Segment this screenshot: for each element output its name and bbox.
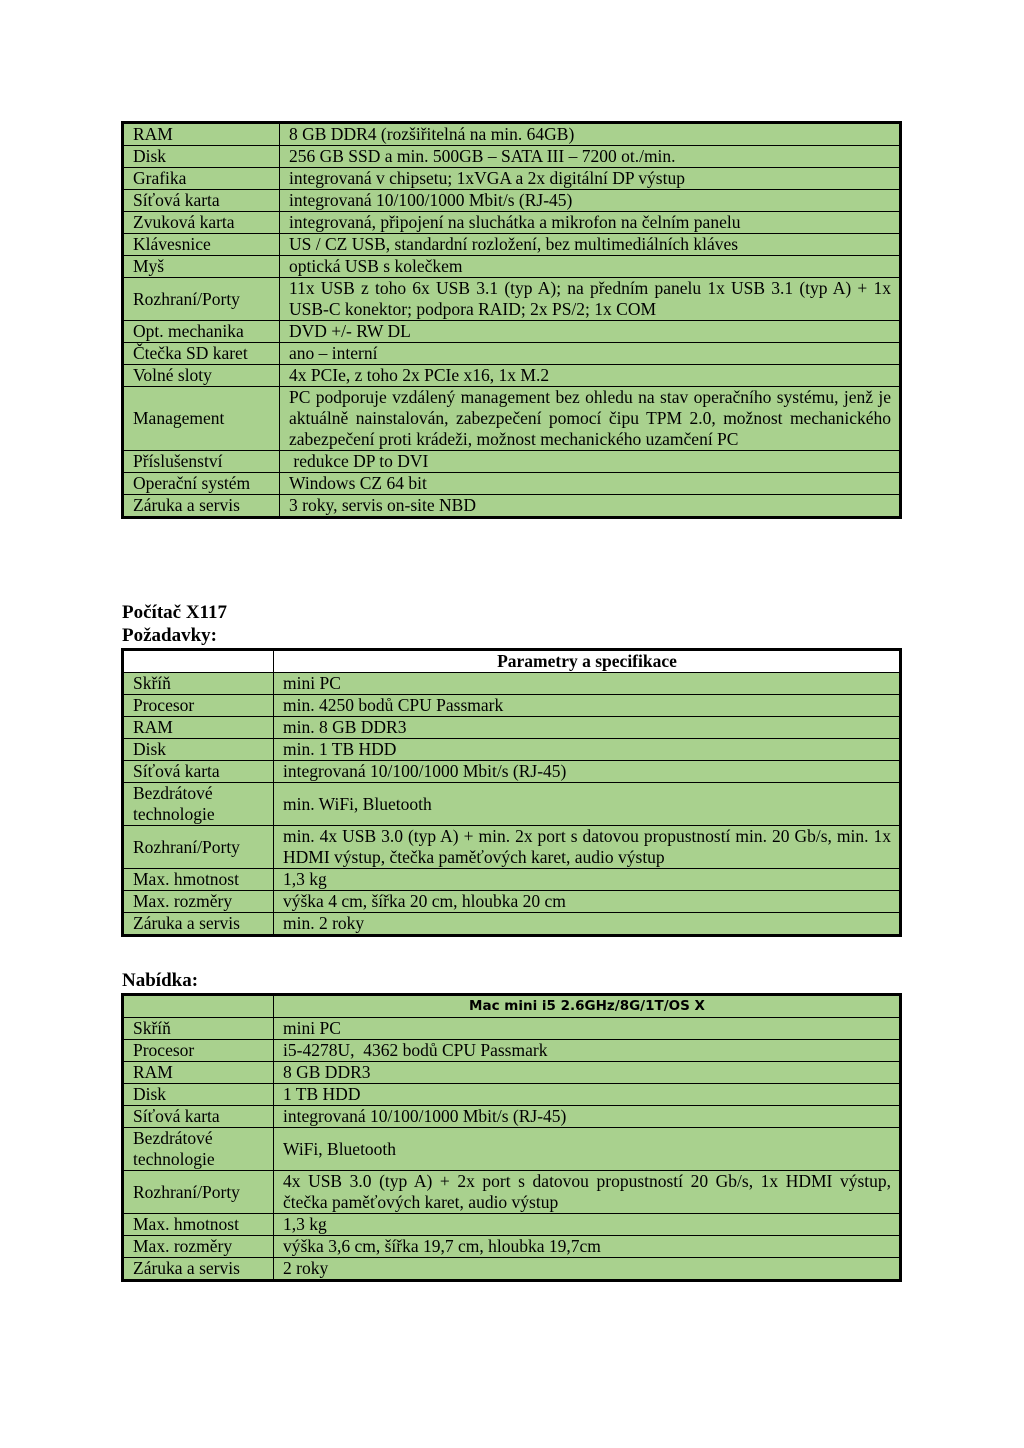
offer-table (121, 993, 902, 1282)
row-label: Disk (123, 146, 280, 168)
row-value: min. WiFi, Bluetooth (274, 783, 901, 826)
row-value: 1 TB HDD (274, 1084, 901, 1106)
header-empty-cell (123, 650, 274, 673)
row-value: integrovaná v chipsetu; 1xVGA a 2x digitální DP výstup (280, 168, 901, 190)
table-row (123, 387, 901, 451)
row-label: Opt. mechanika (123, 321, 280, 343)
table-row (123, 365, 901, 387)
table-row (123, 913, 901, 936)
row-value: US / CZ USB, standardní rozložení, bez multimediálních kláves (280, 234, 901, 256)
row-value: 8 GB DDR4 (rozšiřitelná na min. 64GB) (280, 123, 901, 146)
row-value: min. 2 roky (274, 913, 901, 936)
row-label: Max. hmotnost (123, 1214, 274, 1236)
row-value: integrovaná, připojení na sluchátka a mikrofon na čelním panelu (280, 212, 901, 234)
requirements-table (121, 648, 902, 937)
table-row (123, 1214, 901, 1236)
row-label: Procesor (123, 695, 274, 717)
table-row (123, 1258, 901, 1281)
row-label: Bezdrátové technologie (123, 1128, 274, 1171)
table-row (123, 278, 901, 321)
table-row (123, 1128, 901, 1171)
row-label: Max. rozměry (123, 891, 274, 913)
table-row (123, 783, 901, 826)
row-value: i5-4278U, 4362 bodů CPU Passmark (274, 1040, 901, 1062)
row-value: 4x PCIe, z toho 2x PCIe x16, 1x M.2 (280, 365, 901, 387)
table-row (123, 495, 901, 518)
row-value: DVD +/- RW DL (280, 321, 901, 343)
row-value: mini PC (274, 1018, 901, 1040)
row-label: RAM (123, 1062, 274, 1084)
row-label: Záruka a servis (123, 913, 274, 936)
row-value: výška 3,6 cm, šířka 19,7 cm, hloubka 19,7cm (274, 1236, 901, 1258)
table-row (123, 212, 901, 234)
table-row (123, 761, 901, 783)
table-row (123, 146, 901, 168)
table-row (123, 739, 901, 761)
row-value: min. 1 TB HDD (274, 739, 901, 761)
row-label: Skříň (123, 673, 274, 695)
row-label: Max. rozměry (123, 1236, 274, 1258)
table-row (123, 1040, 901, 1062)
section-title: Nabídka: (122, 970, 199, 991)
table-header-row (123, 650, 901, 673)
row-value: min. 4x USB 3.0 (typ A) + min. 2x port s datovou propustností min. 20 Gb/s, min. 1x HDMI výstup, čtečka paměťových karet, audio výstup (274, 826, 901, 869)
table-row (123, 451, 901, 473)
table-header: Mac mini i5 2.6GHz/8G/1T/OS X (274, 995, 901, 1018)
table-row (123, 1084, 901, 1106)
row-value: integrovaná 10/100/1000 Mbit/s (RJ-45) (280, 190, 901, 212)
row-label: Rozhraní/Porty (123, 1171, 274, 1214)
row-label: Max. hmotnost (123, 869, 274, 891)
row-label: Disk (123, 739, 274, 761)
row-value: min. 8 GB DDR3 (274, 717, 901, 739)
row-value: redukce DP to DVI (280, 451, 901, 473)
table-row (123, 473, 901, 495)
row-label: Záruka a servis (123, 495, 280, 518)
row-label: Čtečka SD karet (123, 343, 280, 365)
row-label: Myš (123, 256, 280, 278)
row-label: Zvuková karta (123, 212, 280, 234)
table-row (123, 826, 901, 869)
header-empty-cell (123, 995, 274, 1018)
row-label: Skříň (123, 1018, 274, 1040)
row-label: RAM (123, 717, 274, 739)
row-label: Příslušenství (123, 451, 280, 473)
row-value: mini PC (274, 673, 901, 695)
row-label: Klávesnice (123, 234, 280, 256)
row-value: integrovaná 10/100/1000 Mbit/s (RJ-45) (274, 761, 901, 783)
table-row (123, 869, 901, 891)
row-value: 1,3 kg (274, 1214, 901, 1236)
table-row (123, 123, 901, 146)
table-row (123, 168, 901, 190)
row-label: Síťová karta (123, 190, 280, 212)
row-value: min. 4250 bodů CPU Passmark (274, 695, 901, 717)
row-value: výška 4 cm, šířka 20 cm, hloubka 20 cm (274, 891, 901, 913)
row-label: RAM (123, 123, 280, 146)
row-label: Záruka a servis (123, 1258, 274, 1281)
table-row (123, 256, 901, 278)
row-value: 2 roky (274, 1258, 901, 1281)
row-value: 1,3 kg (274, 869, 901, 891)
row-label: Disk (123, 1084, 274, 1106)
table-row (123, 343, 901, 365)
table-row (123, 1236, 901, 1258)
row-value: integrovaná 10/100/1000 Mbit/s (RJ-45) (274, 1106, 901, 1128)
section-title: Počítač X117 (122, 602, 228, 623)
table-row (123, 1018, 901, 1040)
row-label: Grafika (123, 168, 280, 190)
table-row (123, 234, 901, 256)
row-label: Rozhraní/Porty (123, 826, 274, 869)
row-label: Volné sloty (123, 365, 280, 387)
row-value: 3 roky, servis on-site NBD (280, 495, 901, 518)
row-value: 4x USB 3.0 (typ A) + 2x port s datovou propustností 20 Gb/s, 1x HDMI výstup, čtečka paměťových karet, audio výstup (274, 1171, 901, 1214)
row-label: Procesor (123, 1040, 274, 1062)
table-row (123, 1062, 901, 1084)
row-label: Rozhraní/Porty (123, 278, 280, 321)
row-value: WiFi, Bluetooth (274, 1128, 901, 1171)
row-label: Operační systém (123, 473, 280, 495)
row-value: 256 GB SSD a min. 500GB – SATA III – 7200 ot./min. (280, 146, 901, 168)
row-label: Management (123, 387, 280, 451)
table-row (123, 321, 901, 343)
row-label: Síťová karta (123, 1106, 274, 1128)
row-value: 11x USB z toho 6x USB 3.1 (typ A); na předním panelu 1x USB 3.1 (typ A) + 1x USB-C konektor; podpora RAID; 2x PS/2; 1x COM (280, 278, 901, 321)
table-row (123, 673, 901, 695)
spec-table-continued (121, 121, 902, 519)
row-value: 8 GB DDR3 (274, 1062, 901, 1084)
table-row (123, 1106, 901, 1128)
section-subtitle: Požadavky: (122, 625, 217, 646)
table-header-row (123, 995, 901, 1018)
table-row (123, 190, 901, 212)
table-row (123, 695, 901, 717)
table-header: Parametry a specifikace (274, 650, 901, 673)
row-value: PC podporuje vzdálený management bez ohledu na stav operačního systému, jenž je aktuálně nainstalován, zabezpečení pomocí čipu TPM 2.0, možnost mechanického zabezpečení proti krádeži, možnost mechanického uzamčení PC (280, 387, 901, 451)
row-value: ano – interní (280, 343, 901, 365)
row-label: Síťová karta (123, 761, 274, 783)
row-label: Bezdrátové technologie (123, 783, 274, 826)
row-value: Windows CZ 64 bit (280, 473, 901, 495)
row-value: optická USB s kolečkem (280, 256, 901, 278)
table-row (123, 717, 901, 739)
table-row (123, 1171, 901, 1214)
table-row (123, 891, 901, 913)
